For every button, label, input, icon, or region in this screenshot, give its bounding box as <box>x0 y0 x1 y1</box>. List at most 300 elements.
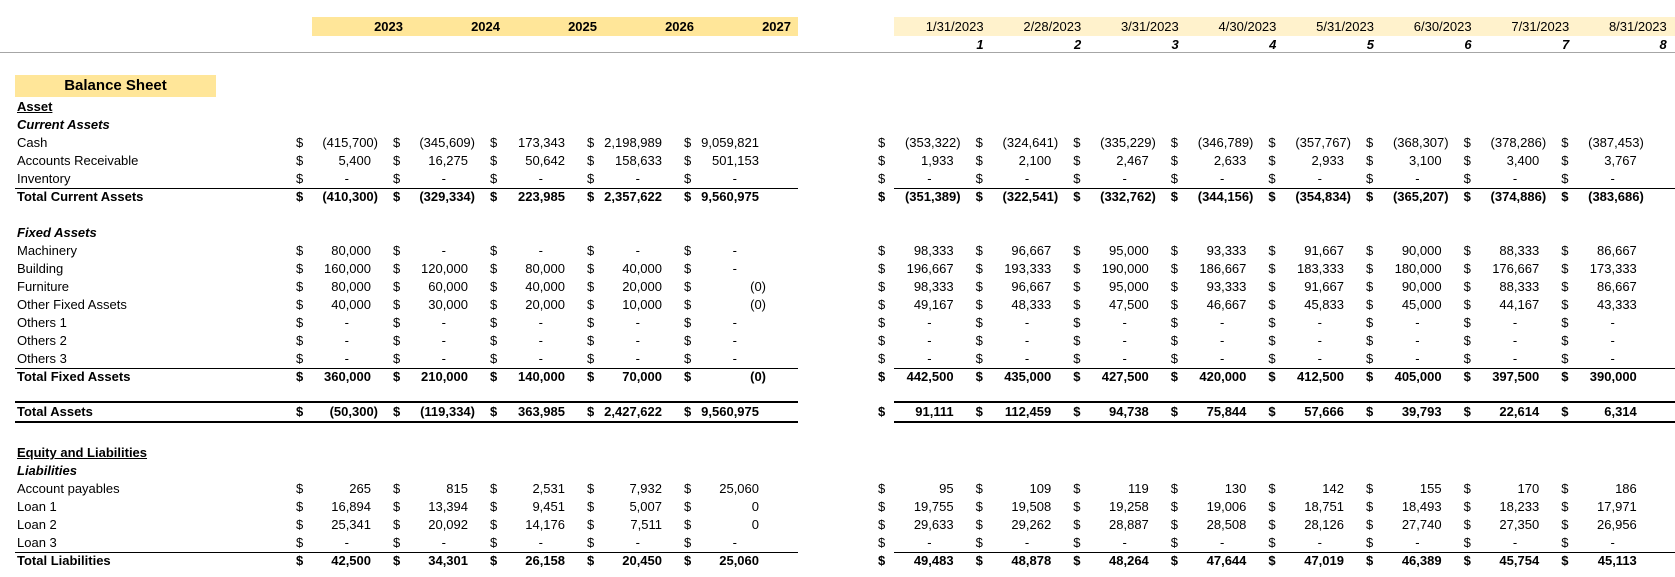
monthly-cell[interactable] <box>1262 134 1360 152</box>
yearly-cell[interactable] <box>387 350 484 368</box>
yearly-cell[interactable] <box>290 278 387 296</box>
currency-symbol: $ <box>490 517 498 532</box>
monthly-cell[interactable] <box>1360 350 1458 368</box>
yearly-cell[interactable] <box>581 134 678 152</box>
monthly-cell[interactable] <box>1360 314 1458 332</box>
monthly-cell[interactable] <box>1555 296 1653 314</box>
monthly-cell[interactable] <box>1067 314 1165 332</box>
monthly-cell[interactable] <box>1458 260 1556 278</box>
monthly-cell[interactable] <box>1165 516 1263 534</box>
yearly-cell[interactable] <box>387 314 484 332</box>
yearly-cell[interactable] <box>678 368 775 386</box>
currency-symbol: $ <box>1170 553 1179 568</box>
monthly-cell[interactable] <box>1360 332 1458 350</box>
monthly-cell[interactable] <box>1262 296 1360 314</box>
monthly-cell[interactable] <box>1458 403 1556 421</box>
yearly-cell[interactable] <box>387 242 484 260</box>
monthly-cell[interactable] <box>1360 242 1458 260</box>
yearly-cell[interactable] <box>387 368 484 386</box>
yearly-cell[interactable] <box>581 552 678 570</box>
monthly-cell[interactable] <box>1165 278 1263 296</box>
month-date-header[interactable]: 2/28/2023 <box>1023 19 1082 34</box>
cell-value: 2,357,622 <box>604 189 662 204</box>
month-date-header[interactable]: 4/30/2023 <box>1218 19 1277 34</box>
yearly-cell[interactable] <box>581 296 678 314</box>
cell-value: 501,153 <box>712 153 759 168</box>
month-index-header[interactable]: 1 <box>976 37 984 52</box>
monthly-cell[interactable] <box>1165 260 1263 278</box>
monthly-cell[interactable] <box>1555 242 1653 260</box>
monthly-cell[interactable] <box>872 480 970 498</box>
yearly-cell[interactable] <box>290 296 387 314</box>
yearly-cell[interactable] <box>387 552 484 570</box>
monthly-cell[interactable] <box>1165 170 1263 188</box>
monthly-cell[interactable] <box>1360 188 1458 206</box>
yearly-cell[interactable] <box>484 552 581 570</box>
month-date-header[interactable]: 6/30/2023 <box>1413 19 1472 34</box>
yearly-cell[interactable] <box>581 278 678 296</box>
monthly-cell[interactable] <box>1458 534 1556 552</box>
monthly-cell[interactable] <box>1067 498 1165 516</box>
monthly-cell[interactable] <box>872 368 970 386</box>
year-header[interactable]: 2023 <box>374 19 403 34</box>
monthly-cell[interactable] <box>872 403 970 421</box>
yearly-cell[interactable] <box>290 188 387 206</box>
row-label[interactable]: Asset <box>17 99 53 114</box>
yearly-cell[interactable] <box>290 350 387 368</box>
monthly-cell[interactable] <box>1360 534 1458 552</box>
monthly-cell[interactable] <box>1067 552 1165 570</box>
yearly-cell[interactable] <box>484 260 581 278</box>
monthly-cell[interactable] <box>1165 296 1263 314</box>
monthly-cell[interactable] <box>1067 332 1165 350</box>
monthly-cell[interactable] <box>1067 480 1165 498</box>
monthly-cell[interactable] <box>1555 314 1653 332</box>
monthly-cell[interactable] <box>872 134 970 152</box>
yearly-cell[interactable] <box>678 314 775 332</box>
monthly-cell[interactable] <box>1165 534 1263 552</box>
yearly-cell[interactable] <box>290 516 387 534</box>
monthly-cell[interactable] <box>1458 498 1556 516</box>
monthly-cell[interactable] <box>1360 134 1458 152</box>
monthly-cell[interactable] <box>1555 516 1653 534</box>
yearly-cell[interactable] <box>581 498 678 516</box>
row-label[interactable]: Account payables <box>17 481 120 496</box>
yearly-cell[interactable] <box>484 278 581 296</box>
yearly-cell[interactable] <box>484 534 581 552</box>
yearly-cell[interactable] <box>581 260 678 278</box>
yearly-cell[interactable] <box>387 403 484 421</box>
currency-symbol: $ <box>1073 369 1081 384</box>
month-date-header[interactable]: 8/31/2023 <box>1608 19 1667 34</box>
monthly-cell[interactable] <box>1360 170 1458 188</box>
monthly-cell[interactable] <box>1458 350 1556 368</box>
monthly-cell[interactable] <box>1555 534 1653 552</box>
yearly-cell[interactable] <box>387 480 484 498</box>
yearly-cell[interactable] <box>581 350 678 368</box>
currency-symbol: $ <box>1073 481 1081 496</box>
yearly-cell[interactable] <box>581 152 678 170</box>
monthly-cell[interactable] <box>1165 350 1263 368</box>
yearly-cell[interactable] <box>581 170 678 188</box>
monthly-cell[interactable] <box>1555 498 1653 516</box>
monthly-cell[interactable] <box>872 152 970 170</box>
yearly-cell[interactable] <box>484 242 581 260</box>
monthly-cell[interactable] <box>1262 188 1360 206</box>
monthly-cell[interactable] <box>1555 552 1653 570</box>
monthly-cell[interactable] <box>1262 314 1360 332</box>
monthly-cell[interactable] <box>1067 152 1165 170</box>
yearly-cell[interactable] <box>484 134 581 152</box>
monthly-cell[interactable] <box>1555 170 1653 188</box>
monthly-cell[interactable] <box>872 516 970 534</box>
monthly-cell[interactable] <box>1262 480 1360 498</box>
yearly-cell[interactable] <box>484 170 581 188</box>
yearly-cell[interactable] <box>484 188 581 206</box>
yearly-cell[interactable] <box>678 534 775 552</box>
yearly-cell[interactable] <box>581 188 678 206</box>
yearly-cell[interactable] <box>387 332 484 350</box>
yearly-cell[interactable] <box>484 296 581 314</box>
yearly-cell[interactable] <box>387 170 484 188</box>
monthly-cell[interactable] <box>1262 332 1360 350</box>
yearly-cell[interactable] <box>678 480 775 498</box>
monthly-cell[interactable] <box>1262 498 1360 516</box>
monthly-cell[interactable] <box>970 314 1068 332</box>
monthly-cell[interactable] <box>1555 278 1653 296</box>
currency-symbol: $ <box>975 279 983 294</box>
row-label[interactable]: Inventory <box>17 171 71 186</box>
monthly-cell[interactable] <box>1165 134 1263 152</box>
monthly-cell[interactable] <box>970 188 1068 206</box>
yearly-cell[interactable] <box>387 516 484 534</box>
month-date-header[interactable]: 3/31/2023 <box>1120 19 1179 34</box>
cell-value: - <box>927 171 932 186</box>
row-label[interactable]: Building <box>17 261 64 276</box>
yearly-cell[interactable] <box>678 296 775 314</box>
monthly-cell[interactable] <box>872 350 970 368</box>
yearly-cell[interactable] <box>678 260 775 278</box>
row-label[interactable]: Fixed Assets <box>17 225 97 240</box>
monthly-cell[interactable] <box>1360 260 1458 278</box>
monthly-cell[interactable] <box>970 134 1068 152</box>
monthly-cell[interactable] <box>1067 134 1165 152</box>
monthly-cell[interactable] <box>1458 332 1556 350</box>
monthly-cell[interactable] <box>1067 170 1165 188</box>
monthly-cell[interactable] <box>1165 152 1263 170</box>
monthly-cell[interactable] <box>1360 296 1458 314</box>
monthly-cell[interactable] <box>872 278 970 296</box>
monthly-cell[interactable] <box>872 242 970 260</box>
yearly-cell[interactable] <box>290 332 387 350</box>
monthly-cell[interactable] <box>1165 188 1263 206</box>
monthly-cell[interactable] <box>1458 134 1556 152</box>
monthly-cell[interactable] <box>1262 242 1360 260</box>
monthly-cell[interactable] <box>1067 368 1165 386</box>
monthly-cell[interactable] <box>970 350 1068 368</box>
monthly-cell[interactable] <box>872 498 970 516</box>
monthly-cell[interactable] <box>970 242 1068 260</box>
yearly-cell[interactable] <box>290 242 387 260</box>
monthly-cell[interactable] <box>1262 170 1360 188</box>
yearly-cell[interactable] <box>581 534 678 552</box>
month-index-header[interactable]: 6 <box>1464 37 1472 52</box>
monthly-cell[interactable] <box>1165 498 1263 516</box>
month-date-header[interactable]: 1/31/2023 <box>925 19 984 34</box>
monthly-cell[interactable] <box>970 278 1068 296</box>
row-label[interactable]: Other Fixed Assets <box>17 297 127 312</box>
row-label[interactable]: Others 1 <box>17 315 67 330</box>
row-label[interactable]: Accounts Receivable <box>17 153 139 168</box>
monthly-cell[interactable] <box>1262 350 1360 368</box>
row-label[interactable]: Cash <box>17 135 48 150</box>
monthly-cell[interactable] <box>1458 516 1556 534</box>
yearly-cell[interactable] <box>387 134 484 152</box>
yearly-cell[interactable] <box>484 152 581 170</box>
row-label[interactable]: Machinery <box>17 243 77 258</box>
yearly-cell[interactable] <box>387 152 484 170</box>
monthly-cell[interactable] <box>970 403 1068 421</box>
yearly-cell[interactable] <box>290 368 387 386</box>
yearly-cell[interactable] <box>290 260 387 278</box>
monthly-cell[interactable] <box>1458 242 1556 260</box>
monthly-cell[interactable] <box>1262 403 1360 421</box>
monthly-cell[interactable] <box>1555 332 1653 350</box>
yearly-cell[interactable] <box>678 350 775 368</box>
monthly-cell[interactable] <box>1458 188 1556 206</box>
yearly-cell[interactable] <box>387 278 484 296</box>
yearly-cell[interactable] <box>581 314 678 332</box>
month-date-header[interactable]: 7/31/2023 <box>1511 19 1570 34</box>
monthly-cell[interactable] <box>970 498 1068 516</box>
yearly-cell[interactable] <box>678 552 775 570</box>
yearly-cell[interactable] <box>484 350 581 368</box>
month-index-header[interactable]: 8 <box>1659 37 1667 52</box>
monthly-cell[interactable] <box>1067 242 1165 260</box>
monthly-cell[interactable] <box>872 260 970 278</box>
cell-value: 47,644 <box>1206 553 1247 568</box>
monthly-cell[interactable] <box>970 332 1068 350</box>
yearly-cell[interactable] <box>387 534 484 552</box>
yearly-cell[interactable] <box>484 314 581 332</box>
row-label[interactable]: Liabilities <box>17 463 77 478</box>
yearly-cell[interactable] <box>290 134 387 152</box>
cell-value: 30,000 <box>428 297 468 312</box>
row-label[interactable]: Others 2 <box>17 333 67 348</box>
row-label[interactable]: Current Assets <box>17 117 110 132</box>
row-label[interactable]: Total Assets <box>17 404 93 419</box>
row-label[interactable]: Total Liabilities <box>17 553 111 568</box>
yearly-cell[interactable] <box>678 516 775 534</box>
monthly-cell[interactable] <box>970 480 1068 498</box>
yearly-cell[interactable] <box>290 480 387 498</box>
monthly-cell[interactable] <box>1360 498 1458 516</box>
year-header[interactable]: 2026 <box>665 19 694 34</box>
monthly-cell[interactable] <box>1262 368 1360 386</box>
currency-symbol: $ <box>975 189 983 204</box>
monthly-cell[interactable] <box>872 534 970 552</box>
yearly-cell[interactable] <box>387 260 484 278</box>
monthly-cell[interactable] <box>970 516 1068 534</box>
monthly-cell[interactable] <box>1165 242 1263 260</box>
monthly-cell[interactable] <box>1360 152 1458 170</box>
monthly-cell[interactable] <box>872 188 970 206</box>
yearly-cell[interactable] <box>678 278 775 296</box>
yearly-cell[interactable] <box>678 188 775 206</box>
monthly-cell[interactable] <box>1165 368 1263 386</box>
yearly-cell[interactable] <box>290 534 387 552</box>
monthly-cell[interactable] <box>1067 403 1165 421</box>
yearly-cell[interactable] <box>290 552 387 570</box>
yearly-cell[interactable] <box>484 480 581 498</box>
monthly-cell[interactable] <box>872 170 970 188</box>
yearly-cell[interactable] <box>581 403 678 421</box>
monthly-cell[interactable] <box>970 152 1068 170</box>
monthly-cell[interactable] <box>1262 534 1360 552</box>
monthly-cell[interactable] <box>1555 403 1653 421</box>
row-label[interactable]: Equity and Liabilities <box>17 445 148 460</box>
monthly-cell[interactable] <box>1067 534 1165 552</box>
year-header[interactable]: 2027 <box>762 19 791 34</box>
currency-symbol: $ <box>1073 553 1081 568</box>
monthly-cell[interactable] <box>1555 188 1653 206</box>
monthly-cell[interactable] <box>970 552 1068 570</box>
monthly-cell[interactable] <box>1360 403 1458 421</box>
monthly-cell[interactable] <box>872 332 970 350</box>
row-label[interactable]: Loan 1 <box>17 499 57 514</box>
yearly-cell[interactable] <box>678 134 775 152</box>
monthly-cell[interactable] <box>970 368 1068 386</box>
cell-value: - <box>538 243 543 258</box>
row-label[interactable]: Total Fixed Assets <box>17 369 131 384</box>
monthly-cell[interactable] <box>1262 152 1360 170</box>
monthly-cell[interactable] <box>1555 368 1653 386</box>
row-label[interactable]: Total Current Assets <box>17 189 144 204</box>
month-date-header[interactable]: 5/31/2023 <box>1316 19 1374 34</box>
monthly-cell[interactable] <box>1067 188 1165 206</box>
yearly-cell[interactable] <box>678 152 775 170</box>
year-header[interactable]: 2024 <box>471 19 500 34</box>
monthly-cell[interactable] <box>1165 403 1263 421</box>
yearly-cell[interactable] <box>484 368 581 386</box>
monthly-cell[interactable] <box>1360 516 1458 534</box>
monthly-cell[interactable] <box>1360 278 1458 296</box>
yearly-cell[interactable] <box>290 314 387 332</box>
yearly-cell[interactable] <box>581 480 678 498</box>
monthly-cell[interactable] <box>970 260 1068 278</box>
monthly-cell[interactable] <box>1555 152 1653 170</box>
monthly-cell[interactable] <box>1165 480 1263 498</box>
monthly-cell[interactable] <box>970 296 1068 314</box>
monthly-cell[interactable] <box>1360 368 1458 386</box>
monthly-cell[interactable] <box>1458 314 1556 332</box>
monthly-cell[interactable] <box>1262 278 1360 296</box>
yearly-cell[interactable] <box>290 170 387 188</box>
monthly-cell[interactable] <box>1165 314 1263 332</box>
yearly-cell[interactable] <box>581 332 678 350</box>
monthly-cell[interactable] <box>1360 480 1458 498</box>
yearly-cell[interactable] <box>290 152 387 170</box>
yearly-cell[interactable] <box>678 332 775 350</box>
monthly-cell[interactable] <box>1458 552 1556 570</box>
row-label[interactable]: Loan 2 <box>17 517 57 532</box>
monthly-cell[interactable] <box>1067 516 1165 534</box>
cell-value: - <box>1122 535 1127 550</box>
yearly-cell[interactable] <box>678 403 775 421</box>
monthly-cell[interactable] <box>1458 480 1556 498</box>
yearly-cell[interactable] <box>581 242 678 260</box>
yearly-cell[interactable] <box>387 296 484 314</box>
monthly-cell[interactable] <box>1262 516 1360 534</box>
cell-value: (50,300) <box>329 404 378 419</box>
monthly-cell[interactable] <box>970 170 1068 188</box>
monthly-cell[interactable] <box>872 314 970 332</box>
yearly-cell[interactable] <box>484 332 581 350</box>
month-index-header[interactable]: 4 <box>1269 37 1277 52</box>
monthly-cell[interactable] <box>1360 552 1458 570</box>
currency-symbol: $ <box>1463 333 1471 348</box>
yearly-cell[interactable] <box>387 498 484 516</box>
yearly-cell[interactable] <box>678 170 775 188</box>
monthly-cell[interactable] <box>1165 332 1263 350</box>
monthly-cell[interactable] <box>1458 296 1556 314</box>
monthly-cell[interactable] <box>1555 260 1653 278</box>
yearly-cell[interactable] <box>484 498 581 516</box>
monthly-cell[interactable] <box>1262 552 1360 570</box>
yearly-cell[interactable] <box>581 516 678 534</box>
month-index-header[interactable]: 5 <box>1366 37 1374 52</box>
yearly-cell[interactable] <box>484 516 581 534</box>
month-index-header[interactable]: 7 <box>1561 37 1570 52</box>
cell-value: 9,059,821 <box>701 135 759 150</box>
monthly-cell[interactable] <box>1555 350 1653 368</box>
monthly-cell[interactable] <box>1458 278 1556 296</box>
yearly-cell[interactable] <box>387 188 484 206</box>
monthly-cell[interactable] <box>1458 170 1556 188</box>
monthly-cell[interactable] <box>1458 368 1556 386</box>
monthly-cell[interactable] <box>1067 260 1165 278</box>
monthly-cell[interactable] <box>1555 480 1653 498</box>
monthly-cell[interactable] <box>1067 296 1165 314</box>
row-label[interactable]: Others 3 <box>17 351 67 366</box>
yearly-cell[interactable] <box>290 498 387 516</box>
monthly-cell[interactable] <box>872 296 970 314</box>
monthly-cell[interactable] <box>970 534 1068 552</box>
month-index-header[interactable]: 3 <box>1171 37 1179 52</box>
monthly-cell[interactable] <box>872 552 970 570</box>
row-label[interactable]: Loan 3 <box>17 535 57 550</box>
monthly-cell[interactable] <box>1165 552 1263 570</box>
currency-symbol: $ <box>587 171 595 186</box>
yearly-cell[interactable] <box>484 403 581 421</box>
currency-symbol: $ <box>684 535 692 550</box>
monthly-cell[interactable] <box>1067 350 1165 368</box>
yearly-cell[interactable] <box>678 498 775 516</box>
monthly-cell[interactable] <box>1067 278 1165 296</box>
row-label[interactable]: Furniture <box>17 279 70 294</box>
yearly-cell[interactable] <box>581 368 678 386</box>
month-index-header[interactable]: 2 <box>1073 37 1082 52</box>
cell-value: 98,333 <box>913 243 954 258</box>
currency-symbol: $ <box>490 189 498 204</box>
yearly-cell[interactable] <box>290 403 387 421</box>
cell-value: - <box>538 351 543 366</box>
monthly-cell[interactable] <box>1555 134 1653 152</box>
monthly-cell[interactable] <box>1262 260 1360 278</box>
yearly-cell[interactable] <box>678 242 775 260</box>
year-header[interactable]: 2025 <box>568 19 597 34</box>
monthly-cell[interactable] <box>1458 152 1556 170</box>
